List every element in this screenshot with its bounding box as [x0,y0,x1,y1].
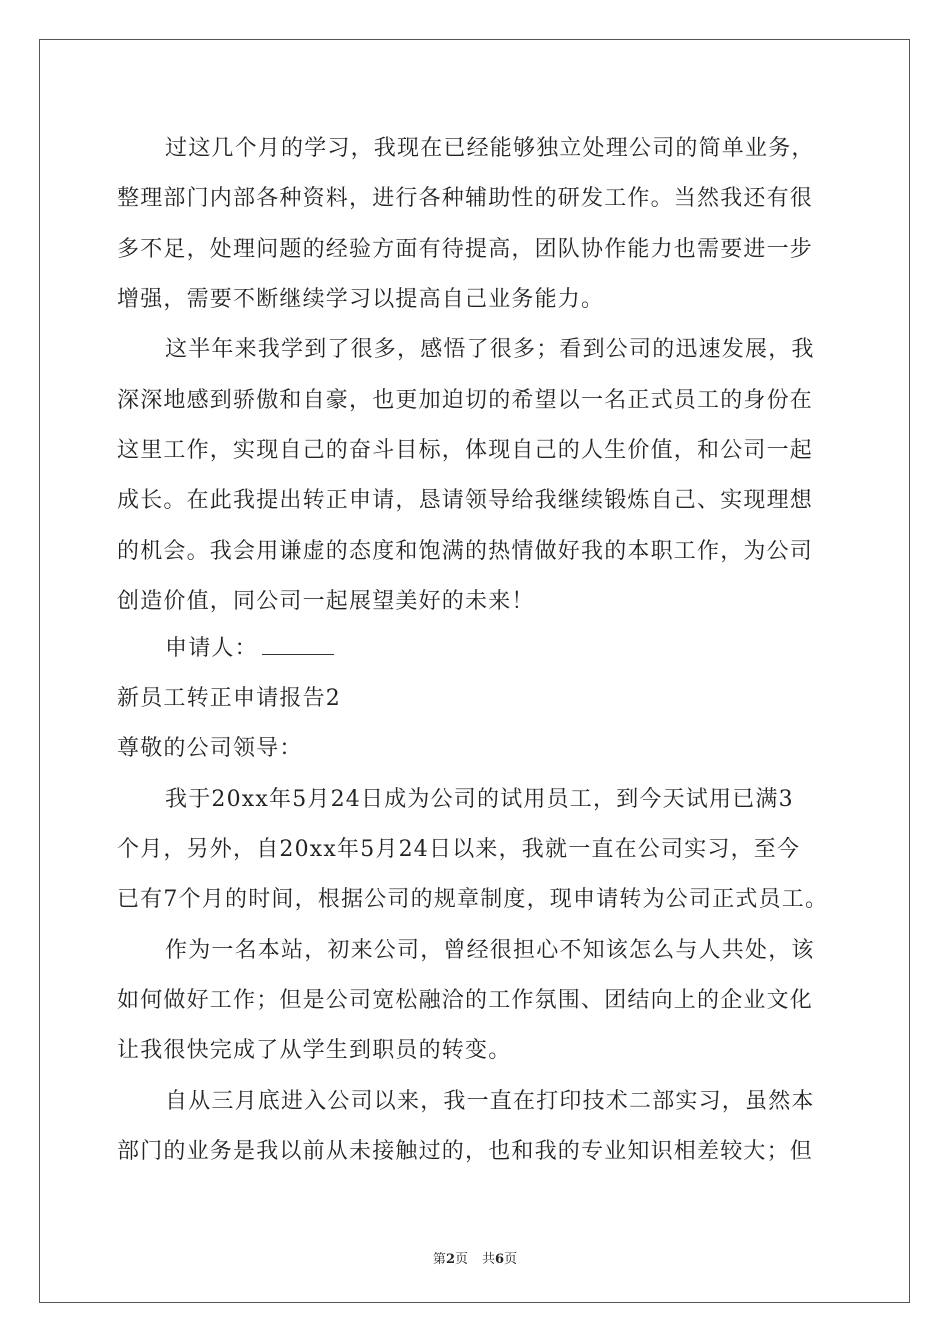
salutation: 尊敬的公司领导： [117,736,303,761]
page-footer [0,1248,950,1267]
body-text-line: 让我很快完成了从学生到职员的转变。 [117,1038,512,1063]
total-prefix: 共 [482,1252,496,1267]
body-text-line: 成长。在此我提出转正申请，恳请领导给我继续锻炼自己、实现理想 [117,488,814,513]
body-text-line: 部门的业务是我以前从未接触过的，也和我的专业知识相差较大；但 [117,1139,814,1164]
page-prefix: 第 [432,1252,446,1267]
page-suffix: 页 [454,1252,468,1267]
body-text-line: 我于20xx年5月24日成为公司的试用员工，到今天试用已满3 [165,787,794,812]
body-text-line: 如何做好工作；但是公司宽松融洽的工作氛围、团结向上的企业文化 [117,988,814,1013]
applicant-label: 申请人： [165,636,258,661]
page-current: 2 [445,1252,455,1267]
body-text-line: 这里工作，实现自己的奋斗目标，体现自己的人生价值，和公司一起 [117,438,814,463]
body-text-line: 多不足，处理问题的经验方面有待提高，团队协作能力也需要进一步 [117,237,814,262]
body-text-line: 创造价值，同公司一起展望美好的未来！ [117,589,535,614]
page-total: 6 [495,1252,505,1267]
total-suffix: 页 [504,1252,518,1267]
body-text-line: 这半年来我学到了很多，感悟了很多；看到公司的迅速发展，我 [165,337,815,362]
applicant-line [165,634,334,664]
body-text-line: 整理部门内部各种资料，进行各种辅助性的研发工作。当然我还有很 [117,186,814,211]
body-text-line: 自从三月底进入公司以来，我一直在打印技术二部实习，虽然本 [165,1089,815,1114]
body-text-line: 已有7个月的时间，根据公司的规章制度，现申请转为公司正式员工。 [117,887,829,912]
body-text-line: 过这几个月的学习，我现在已经能够独立处理公司的简单业务， [165,136,815,161]
body-text-line: 的机会。我会用谦虚的态度和饱满的热情做好我的本职工作，为公司 [117,539,814,564]
body-text-line: 增强，需要不断继续学习以提高自己业务能力。 [117,287,605,312]
body-text-line: 作为一名本站，初来公司，曾经很担心不知该怎么与人共处，该 [165,938,815,963]
section-title: 新员工转正申请报告2 [117,686,341,711]
signature-blank [262,636,334,655]
body-text-line: 深深地感到骄傲和自豪，也更加迫切的希望以一名正式员工的身份在 [117,388,814,413]
body-text-line: 个月，另外，自20xx年5月24日以来，我就一直在公司实习，至今 [117,837,801,862]
